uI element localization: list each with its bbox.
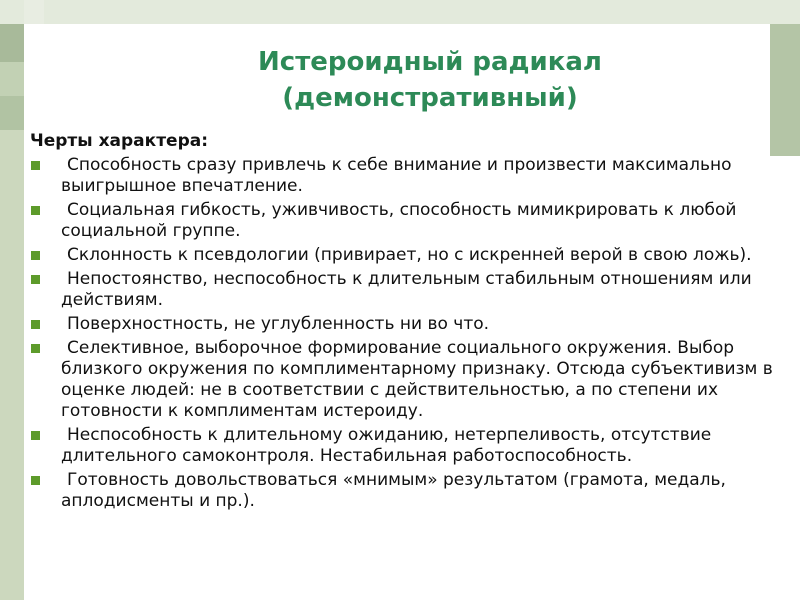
trait-item [31,470,783,512]
square-bullet-icon [31,344,40,353]
trait-text: Готовность довольствоваться «мнимым» результатом (грамота, медаль, аплодисменты и пр.). [61,470,726,511]
square-bullet-icon [31,476,40,485]
square-bullet-icon [31,431,40,440]
background-band [0,0,800,24]
square-bullet-icon [31,206,40,215]
slide-title-line: Истероидный радикал [258,47,602,77]
trait-text: Склонность к псевдологии (привирает, но с искренней верой в свою ложь). [67,245,752,265]
trait-text: Непостоянство, неспособность к длительным стабильным отношениям или действиям. [61,269,752,310]
square-bullet-icon [31,161,40,170]
square-bullet-icon [31,275,40,284]
section-heading: Черты характера: [30,131,209,151]
trait-item [31,425,783,467]
trait-item [31,245,783,266]
trait-text: Неспособность к длительному ожиданию, нетерпеливость, отсутствие длительного самоконтроля. Нестабильная работоспособность. [61,425,712,466]
trait-list [31,155,783,515]
slide-title [80,44,780,116]
trait-item [31,200,783,242]
trait-text: Поверхностность, не углубленность ни во что. [67,314,490,334]
trait-item [31,338,783,422]
trait-text: Способность сразу привлечь к себе внимание и произвести максимально выигрышное впечатление. [61,155,732,196]
slide-title-line: (демонстративный) [282,83,578,113]
square-bullet-icon [31,251,40,260]
trait-item [31,314,783,335]
square-bullet-icon [31,320,40,329]
trait-text: Социальная гибкость, уживчивость, способность мимикрировать к любой социальной группе. [61,200,737,241]
trait-item [31,155,783,197]
trait-text: Селективное, выборочное формирование социального окружения. Выбор близкого окружения по комплиментарному признаку. Отсюда субъективизм в оценке людей: не в соответствии с действительностью, а по степени их готовности к комплиментам истероиду. [61,338,773,421]
trait-item [31,269,783,311]
